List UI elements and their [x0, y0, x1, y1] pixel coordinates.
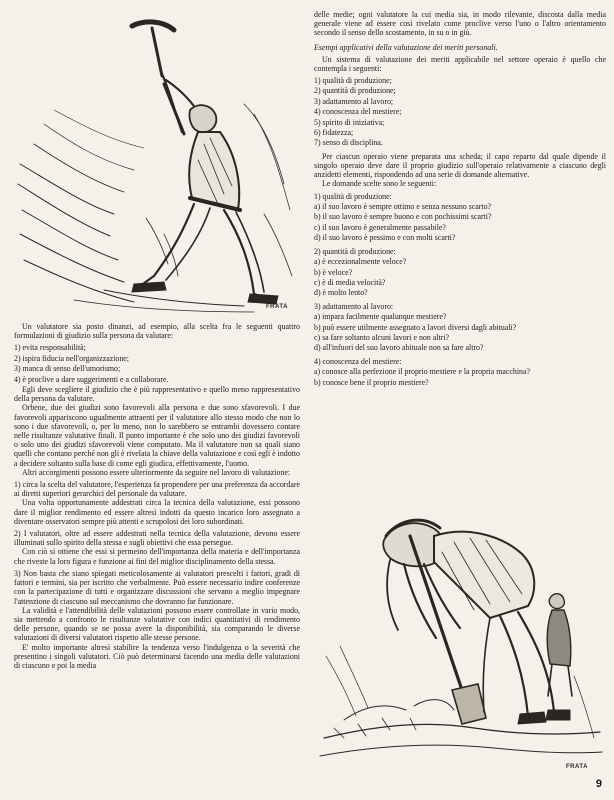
illustration-signature-bottom: FRATA	[566, 764, 588, 770]
right-continuation-paragraph: delle medie; ogni valutatore la cui media sia, in modo rilevante, discosta dalla media generale viene ad essere così rivelato come proclive verso l'uno o l'altro orientamento secondo il senso dello scostamento, in su o in giù.	[314, 10, 606, 38]
illustration-signature-top: FRATA	[266, 304, 288, 310]
right-paragraph-1: Per ciascun operaio viene preparata una scheda; il capo reparto dal quale dipende il singolo operaio deve dare il proprio giudizio sull'operaio relativamente a ciascuno degli anzidetti elementi, rispondendo ad una serie di domande alternative.	[314, 151, 606, 180]
question-1a: a) il suo lavoro è sempre ottimo e senza nessuno scarto?	[314, 202, 492, 212]
right-intro-paragraph: Un sistema di valutazione dei meriti applicabile nel settore operaio è quello che contempla i seguenti:	[314, 54, 606, 73]
question-3b: b) può essere utilmente assegnato a lavori diversi dagli abituali?	[314, 322, 517, 332]
left-paragraph-1: Egli deve scegliere il giudizio che è più rappresentativo e quello meno rappresentativo della persona da valutare.	[14, 385, 300, 404]
element-4: 4) conoscenza del mestiere;	[314, 107, 402, 117]
question-3c: c) sa fare soltanto alcuni lavori e non altri?	[314, 332, 449, 342]
question-group-1-title: 1) qualità di produzione:	[314, 191, 392, 201]
left-item-1-continued: Una volta opportunamente addestrati circa la tecnica della valutazione, essi possono dare il miglior rendimento ed essere altresì indotti da questo incarico loro assegnato a diventare osservatori sempre più attenti e scrupolosi dei loro subordinati.	[14, 498, 300, 526]
question-3d: d) all'infuori del suo lavoro abituale non sa fare altro?	[314, 343, 484, 353]
question-group-3-title: 3) adattamento al lavoro:	[314, 301, 394, 311]
question-4b: b) conosce bene il proprio mestiere?	[314, 377, 429, 387]
question-1d: d) il suo lavoro è pessimo e con molti scarti?	[314, 233, 456, 243]
left-item-1: 1) circa la scelta del valutatore, l'esperienza fa propendere per una preferenza da accordare ai diretti superiori gerarchici del personale da valutare.	[14, 480, 300, 499]
left-intro-paragraph: Un valutatore sia posto dinanzi, ad esempio, alla scelta fra le seguenti quattro formulazioni di giudizio sulla persona da valutare:	[14, 322, 300, 341]
right-paragraph-2: Le domande scelte sono le seguenti:	[322, 179, 437, 189]
left-paragraph-5: E' molto importante altresì stabilire la tendenza verso l'indulgenza o la severità che presentino i singoli valutatori. Ciò può determinarsi facendo una media delle valutazioni di ciascuno e poi la media	[14, 642, 300, 670]
question-1c: c) il suo lavoro è generalmente passabile?	[314, 222, 446, 232]
element-6: 6) fidatezza;	[314, 128, 354, 138]
question-2b: b) è veloce?	[314, 267, 353, 277]
option-1: 1) evita responsabilità;	[14, 343, 86, 353]
right-column	[314, 10, 606, 388]
digging-worker-drawing	[314, 506, 606, 778]
left-paragraph-2: Orbene, due dei giudizi sono favorevoli alla persona e due sono sfavorevoli. I due favorevoli appariscono ugualmente attraenti per il valutatore allo stesso modo che non lo sono i due sfavorevoli, o, per lo meno, non lo sarebbero se entrambi dovessero contare nelle risultanze valutative finali. Il punto importante è che solo uno dei giudizi favorevoli o solo uno dei giudizi sfavorevoli viene computato. Ma il valutatore non sa quali siano quelli che contano perché non gli è rivelata la chiave della valutazione e così egli è indotto a decidere soltanto sulla base di come egli giudica, effettivamente, l'uomo.	[14, 403, 300, 468]
question-4a: a) conosce alla perfezione il proprio mestiere e la propria macchina?	[314, 367, 531, 377]
section-heading: Esempi applicativi della valutazione dei meriti personali.	[314, 42, 498, 52]
left-item-2-continued: Con ciò si ottiene che essi si permeino dell'importanza della materia e dell'importanza che riveste la loro figura e funzione ai fini del miglior disciplinamento della stessa.	[14, 547, 300, 566]
element-7: 7) senso di disciplina.	[314, 138, 383, 148]
illustration-digging-worker	[314, 506, 606, 778]
left-column	[14, 322, 300, 670]
page-number: 9	[595, 778, 602, 790]
question-group-4-title: 4) conoscenza del mestiere:	[314, 356, 402, 366]
left-item-2: 2) I valutatori, oltre ad essere addestrati nella tecnica della valutazione, devono essere illuminati sullo spirito della stessa e sugli obiettivi che essa persegue.	[14, 529, 300, 548]
left-paragraph-3: Altri accorgimenti possono essere ulteriormente da seguire nel lavoro di valutazione:	[22, 467, 291, 477]
question-3a: a) impara facilmente qualunque mestiere?	[314, 312, 447, 322]
question-2c: c) è di media velocità?	[314, 277, 386, 287]
question-group-2-title: 2) quantità di produzione:	[314, 246, 396, 256]
pickaxe-worker-drawing	[14, 14, 300, 316]
illustration-pickaxe-worker	[14, 14, 300, 316]
element-3: 3) adattamento al lavoro;	[314, 96, 394, 106]
element-1: 1) qualità di produzione;	[314, 76, 392, 86]
element-5: 5) spirito di iniziativa;	[314, 117, 385, 127]
question-2d: d) è molto lento?	[314, 288, 368, 298]
left-paragraph-4: La validità e l'attendibilità delle valutazioni possono essere controllate in vario modo, sia mettendo a confronto le risultanze valutative con indici quantitativi di rendimento delle persone, quando se ne possa avere la disponibilità, sia comparando le diverse valutazioni di diversi valutatori rispetto alle stesse persone.	[14, 605, 300, 643]
question-2a: a) è eccezionalmente veloce?	[314, 257, 407, 267]
option-3: 3) manca di senso dell'umorismo;	[14, 364, 121, 374]
element-2: 2) quantità di produzione;	[314, 86, 396, 96]
question-1b: b) il suo lavoro è sempre buono e con pochissimi scarti?	[314, 212, 492, 222]
option-4: 4) è proclive a dare suggerimenti e a collaborare.	[14, 374, 169, 384]
option-2: 2) ispira fiducia nell'organizzazione;	[14, 353, 129, 363]
left-item-3: 3) Non basta che siano spiegati meticolosamente ai valutatori prescelti i fattori, gradi di fattori e termini, sia per iscritto che verbalmente. Può essere necessario indire conferenze con la partecipazione di tutti e organizzare discussioni che servano a meglio impegnare l'attenzione di ciascuno sul meccanismo che dovranno far funzionare.	[14, 568, 300, 606]
